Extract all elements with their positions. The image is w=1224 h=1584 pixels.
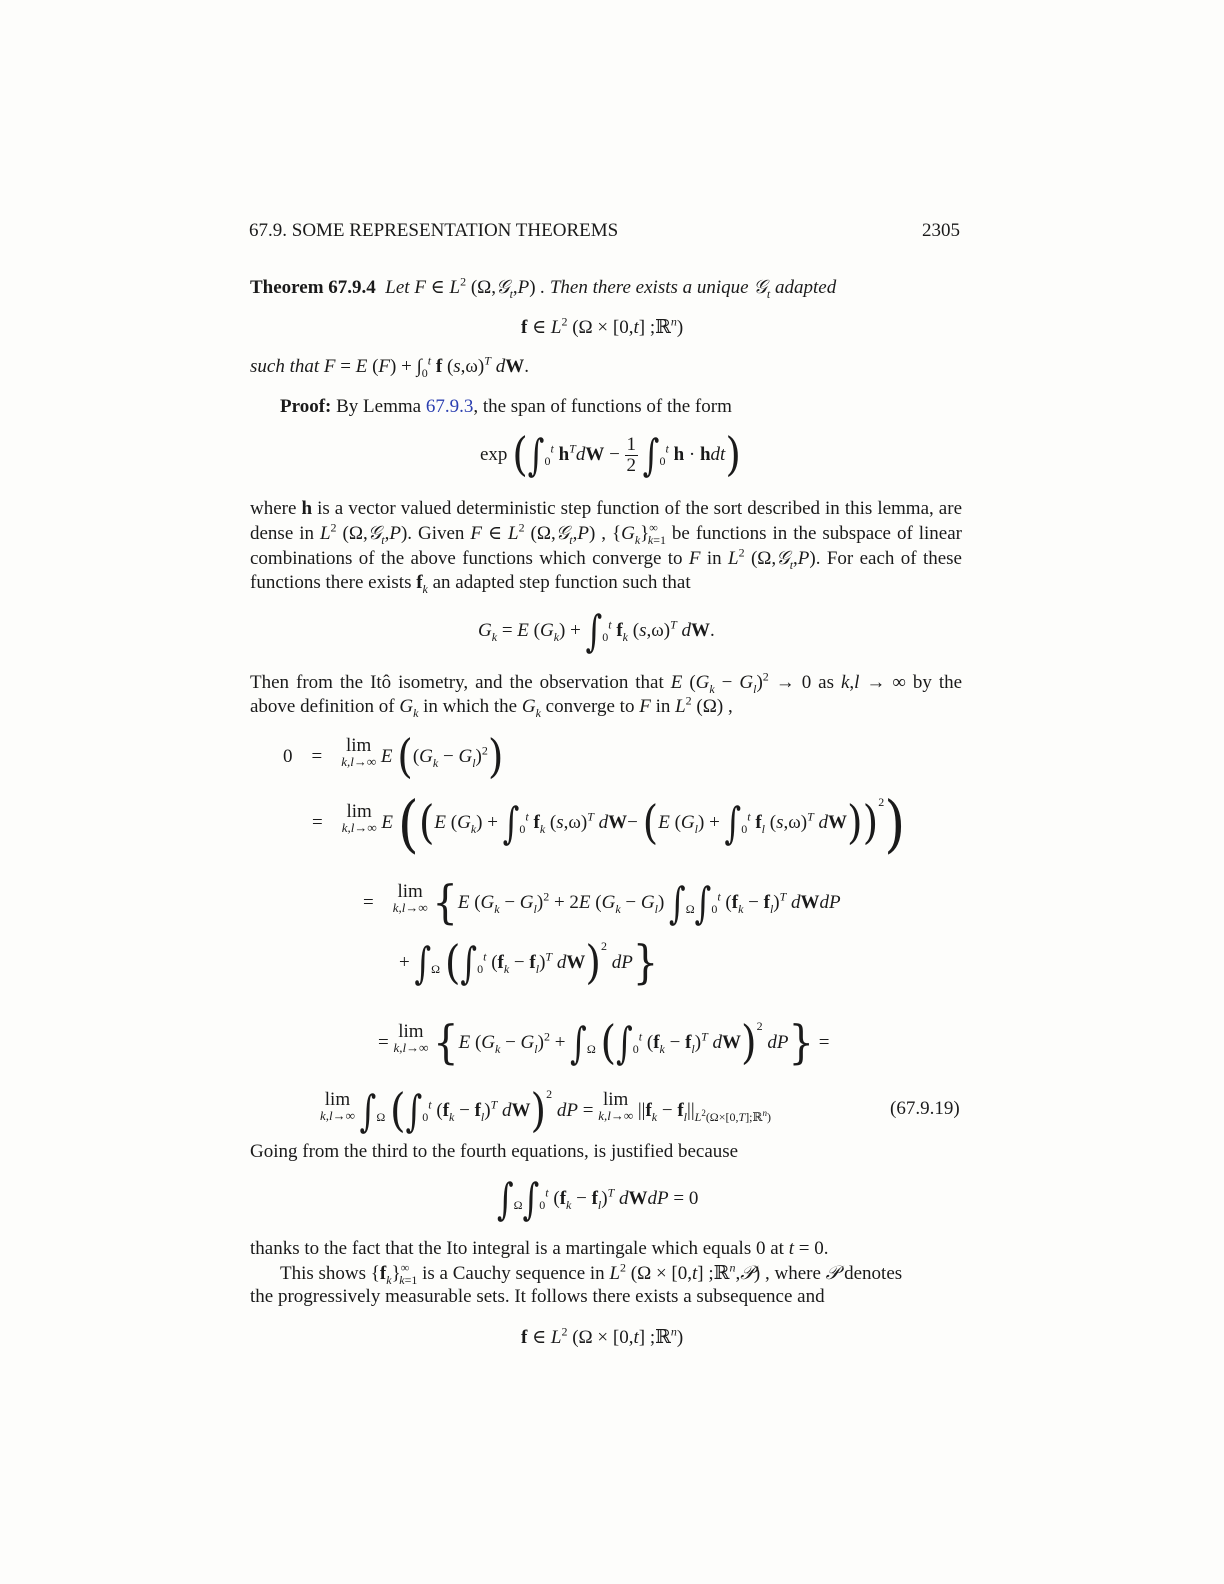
theorem-such-that: such that F = E $(F) + \int_0^t$ f $(s,\omega)^T$ dW.: [250, 353, 529, 380]
equation-f-in-L2: f ∈ $L^2$ (Ω × [0,t] ;ℝ$^n$): [521, 314, 684, 338]
lemma-link[interactable]: 67.9.3: [425, 396, 474, 417]
proof-intro: Proof: By Lemma 67.9.3, the span of functions of the form: [280, 396, 732, 417]
proof-label: Proof:: [280, 396, 332, 417]
eqarray-line-4: + $\int_\Omega$ ($\int_0^t$ $(f_k - f_l)^T$ dW)$^2$ dP}: [399, 936, 659, 990]
cauchy-text: This shows $\{f_k\}^\infty_{k=1}$ is a Cauchy sequence in $L^2$ (Ω × [0,t] ;ℝ$^n$,𝒫) , where 𝒫 denotes: [280, 1260, 903, 1287]
theorem-statement: Theorem 67.9.4 Let F ∈ $L^2$ (Ω,𝒢$_t$,P) . Then there exists a unique 𝒢$_t$ adapted: [250, 274, 837, 301]
paragraph-ito: Then from the Itô isometry, and the observation that E $(G_k - G_l)^2 \to 0$ as k,l → ∞ by the above definition of $G_k$ in which the $G_k$ converge to F in $L^2$ (Ω) ,: [250, 669, 963, 720]
page-number: 2305: [922, 220, 960, 241]
progressive-text: the progressively measurable sets. It follows there exists a subsequence and: [250, 1286, 825, 1307]
eqarray-line-5: = lim k,l→∞ {E $(G_k - G_l)^2 + \int_\Omega$ ($\int_0^t$ $(f_k - f_l)^T$ dW)$^2$ dP} =: [378, 1016, 830, 1070]
eqarray-line-1: 0 = lim k,l→∞ E $((G_k - G_l)^2)$: [283, 730, 504, 784]
equation-f-in-L2-final: f ∈ $L^2$ (Ω × [0,t] ;ℝ$^n$): [521, 1324, 684, 1348]
equation-exp: $\exp (\int_0^t$ $h^TdW$ − $\frac{1}{2}$ $\int_0^t$ h · hdt): [480, 428, 741, 482]
eqarray-line-6: lim k,l→∞ $\int_\Omega$ ($\int_0^t$ $(f_k - f_l)^T$ dW)$^2$ dP = lim k,l→∞ $||f_k - f_l||_{L^2(\Omega\times[0,T];ℝ^n)}$: [320, 1084, 771, 1138]
equation-number: (67.9.19): [890, 1098, 960, 1119]
equation-zero-integral: $\int_\Omega\int_0^t$ $(f_k - f_l)^T$ dWdP = 0: [497, 1173, 699, 1225]
paragraph-dense: where h is a vector valued deterministic step function of the sort described in this lemma, are dense in $L^2$ (Ω,𝒢$_t$,P). Given F ∈ $L^2$ (Ω,𝒢$_t$,P) , $\{G_k\}^\infty_{k=1}$ be functions in the subspace of linear combinations of the above functions which converge to F in $L^2$ (Ω,𝒢$_t$,P). For each of these functions there exists $f_k$ an adapted step function such that: [250, 498, 963, 596]
thanks-text: thanks to the fact that the Ito integral is a martingale which equals 0 at t = 0.: [250, 1238, 829, 1259]
theorem-label: Theorem 67.9.4: [250, 277, 376, 298]
equation-gk: $G_k = E$ $(G_k) + \int_0^t$ $f_k$ $(s,\omega)^T$ dW.: [478, 605, 715, 657]
eqarray-line-2: = lim k,l→∞ E ((E $(G_k) + \int_0^t$ $f_k$ $(s,\omega)^T$ dW− (E $(G_l) + \int_0^t$ $f_l$ $(s,\omega)^T$ dW))$^2$): [312, 787, 906, 860]
running-header: 67.9. SOME REPRESENTATION THEOREMS: [249, 220, 619, 241]
going-text: Going from the third to the fourth equations, is justified because: [250, 1141, 739, 1162]
eqarray-line-3: = lim k,l→∞ {E $(G_k - G_l)^2 + 2E$ $(G_k - G_l)$ $\int_\Omega\int_0^t$ $(f_k - f_l)^T$ dWdP: [363, 876, 841, 930]
